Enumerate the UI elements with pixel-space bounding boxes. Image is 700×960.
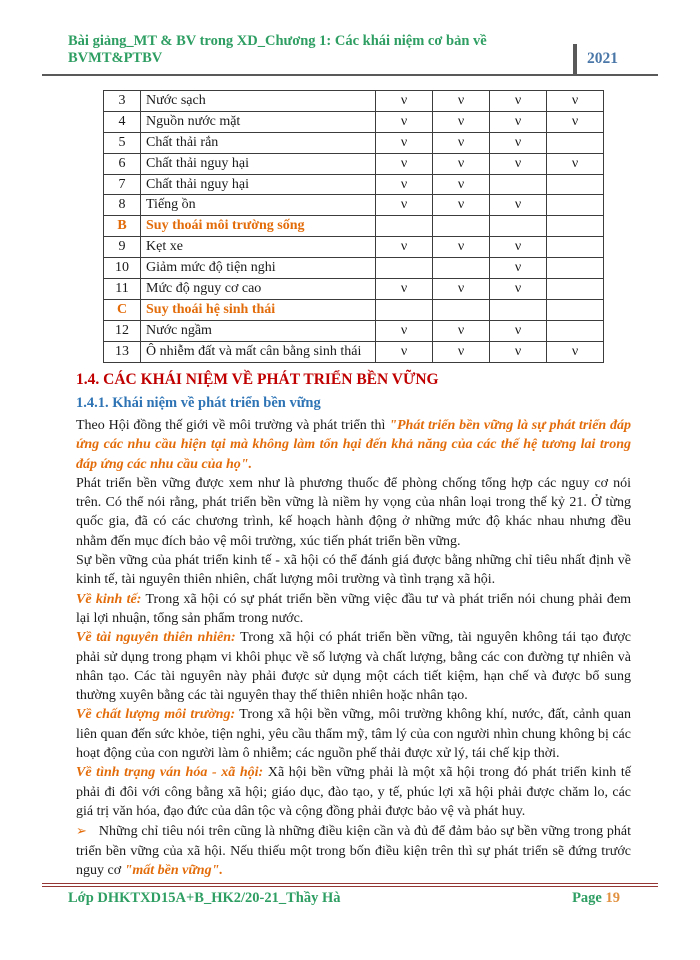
empty-check-cell xyxy=(547,320,604,341)
document-body xyxy=(76,368,631,880)
table-row xyxy=(104,341,604,362)
aspect-label: Về kinh tế: xyxy=(76,591,142,607)
check-mark-cell: ν xyxy=(376,320,433,341)
check-mark-cell: ν xyxy=(433,132,490,153)
table-row xyxy=(104,174,604,195)
check-mark-cell: ν xyxy=(376,91,433,112)
row-label-cell: Giảm mức độ tiện nghi xyxy=(141,258,376,279)
empty-check-cell xyxy=(547,195,604,216)
check-mark-cell: ν xyxy=(376,174,433,195)
paragraph-definition xyxy=(76,416,631,474)
check-mark-cell: ν xyxy=(376,279,433,300)
row-label-cell: Suy thoái hệ sinh thái xyxy=(141,299,376,320)
row-number-cell: 7 xyxy=(104,174,141,195)
table-row xyxy=(104,195,604,216)
conclusion-text: Những chỉ tiêu nói trên cũng là những điều kiện cần và đủ để đảm bảo sự bền vững trong phát triển bền vững của xã hội. Nếu thiếu một trong bốn điều kiện trên thì sự phát triển sẽ đứng trước nguy cơ xyxy=(76,824,631,878)
paragraph-text: Theo Hội đồng thế giới về môi trường và phát triển thì xyxy=(76,418,386,433)
check-mark-cell: ν xyxy=(490,111,547,132)
aspect-paragraph-environment-quality xyxy=(76,705,631,763)
check-mark-cell: ν xyxy=(433,153,490,174)
header-year-block xyxy=(573,44,658,74)
aspect-text: Trong xã hội có sự phát triển bền vững việc đầu tư và phát triển nói chung phải đem lại lợi nhuận, tổng sản phẩm trong nước. xyxy=(76,591,631,626)
row-label-cell: Nguồn nước mặt xyxy=(141,111,376,132)
table-section-row xyxy=(104,216,604,237)
row-number-cell: 5 xyxy=(104,132,141,153)
check-mark-cell: ν xyxy=(376,132,433,153)
footer-page-label: Page xyxy=(572,890,602,906)
row-number-cell: 9 xyxy=(104,237,141,258)
check-mark-cell: ν xyxy=(433,279,490,300)
environmental-impact-table xyxy=(103,90,604,363)
row-label-cell: Chất thải nguy hại xyxy=(141,174,376,195)
aspect-text: Trong xã hội bền vững, môi trường không khí, nước, đất, cảnh quan liên quan đến sức khỏe, tiện nghi, yêu cầu thẩm mỹ, tâm lý của con người nhìn chung không bị các hoạt động của con người làm ô nhiễm; các nguồn phế thải được xử lý, tái chế kịp thời. xyxy=(76,707,632,762)
row-label-cell: Ô nhiễm đất và mất cân bằng sinh thái xyxy=(141,341,376,362)
aspect-label: Về chất lượng môi trường: xyxy=(76,707,236,723)
empty-check-cell xyxy=(547,258,604,279)
row-number-cell: 6 xyxy=(104,153,141,174)
page-footer xyxy=(42,883,658,907)
table-section-row xyxy=(104,299,604,320)
check-mark-cell: ν xyxy=(376,341,433,362)
row-label-cell: Nước ngầm xyxy=(141,320,376,341)
section-heading: 1.4. CÁC KHÁI NIỆM VỀ PHÁT TRIỂN BỀN VỮNG xyxy=(76,371,439,388)
empty-check-cell xyxy=(376,258,433,279)
empty-check-cell xyxy=(547,299,604,320)
paragraph-remedy: Phát triển bền vững được xem như là phương thuốc để phòng chống tổng hợp các nguy cơ nói trên. Có thể nói rằng, phát triển bền vững là niềm hy vọng của nhân loại trong thế kỷ 21. Ở từng quốc gia, đã có các chương trình, kế hoạch hành động ở những mức độ khác nhau nhưng đều nhằm đến mục đích bảo vệ môi trường, xúc tiến phát triển bền vững. xyxy=(76,475,631,549)
check-mark-cell: ν xyxy=(490,132,547,153)
row-label-cell: Chất thải rắn xyxy=(141,132,376,153)
table-row xyxy=(104,258,604,279)
check-mark-cell: ν xyxy=(490,237,547,258)
table-row xyxy=(104,132,604,153)
footer-page-number: 19 xyxy=(605,890,620,906)
check-mark-cell: ν xyxy=(376,111,433,132)
empty-check-cell xyxy=(547,237,604,258)
empty-check-cell xyxy=(433,216,490,237)
header-title: Bài giảng_MT & BV trong XD_Chương 1: Các khái niệm cơ bản về BVMT&PTBV xyxy=(68,33,487,66)
row-number-cell: 13 xyxy=(104,341,141,362)
aspect-paragraph-natural-resources xyxy=(76,628,631,705)
empty-check-cell xyxy=(376,216,433,237)
row-number-cell: 10 xyxy=(104,258,141,279)
check-mark-cell: ν xyxy=(490,91,547,112)
table-body xyxy=(104,91,604,363)
aspect-text: Trong xã hội có phát triển bền vững, tài nguyên không tái tạo được phải sử dụng trong phạm vi khôi phục về số lượng và chất lượng, bằng các con đường tự nhiên và nhân tạo. Các tài nguyên này phải được sử dụng một cách tiết kiệm, hạn chế và được bổ sung thường xuyên bằng các tài nguyên thay thế thiên nhiên hoặc nhân tạo. xyxy=(76,630,632,704)
empty-check-cell xyxy=(547,216,604,237)
row-number-cell: 8 xyxy=(104,195,141,216)
row-label-cell: Chất thải nguy hại xyxy=(141,153,376,174)
check-mark-cell: ν xyxy=(490,195,547,216)
empty-check-cell xyxy=(547,279,604,300)
conclusion-quote: "mất bền vững". xyxy=(124,862,223,878)
check-mark-cell: ν xyxy=(547,91,604,112)
aspect-paragraph-economy xyxy=(76,590,631,629)
check-mark-cell: ν xyxy=(490,279,547,300)
table-row xyxy=(104,279,604,300)
page-header xyxy=(42,33,658,76)
empty-check-cell xyxy=(490,299,547,320)
definition-quote: "Phát triển bền vững là sự phát triển đáp ứng các nhu cầu hiện tại mà không làm tổn hại đến khả năng của các thế hệ tương lai trong đáp ứng các nhu cầu của họ". xyxy=(76,418,632,472)
row-label-cell: Suy thoái môi trường sống xyxy=(141,216,376,237)
aspect-paragraph-culture-society xyxy=(76,763,631,821)
check-mark-cell: ν xyxy=(547,153,604,174)
table-row xyxy=(104,153,604,174)
row-number-cell: 4 xyxy=(104,111,141,132)
aspect-text: Xã hội bền vững phải là một xã hội trong đó phát triển kinh tế phải đi đôi với công bằng xã hội; giáo dục, đào tạo, y tế, phúc lợi xã hội phải được chăm lo, các giá trị văn hóa, đạo đức của dân tộc và cộng đồng phải được bảo vệ và phát huy. xyxy=(76,765,631,819)
empty-check-cell xyxy=(547,132,604,153)
check-mark-cell: ν xyxy=(490,153,547,174)
check-mark-cell: ν xyxy=(433,174,490,195)
check-mark-cell: ν xyxy=(433,195,490,216)
row-label-cell: Nước sạch xyxy=(141,91,376,112)
table-row xyxy=(104,237,604,258)
paragraph-conclusion xyxy=(76,821,631,880)
header-year: 2021 xyxy=(587,50,618,67)
table-row xyxy=(104,111,604,132)
check-mark-cell: ν xyxy=(376,153,433,174)
empty-check-cell xyxy=(433,299,490,320)
check-mark-cell: ν xyxy=(490,341,547,362)
aspect-label: Về tài nguyên thiên nhiên: xyxy=(76,630,236,646)
row-label-cell: Tiếng ồn xyxy=(141,195,376,216)
empty-check-cell xyxy=(433,258,490,279)
check-mark-cell: ν xyxy=(433,91,490,112)
empty-check-cell xyxy=(490,216,547,237)
aspect-label: Về tình trạng ván hóa - xã hội: xyxy=(76,765,264,781)
empty-check-cell xyxy=(376,299,433,320)
check-mark-cell: ν xyxy=(547,111,604,132)
check-mark-cell: ν xyxy=(376,237,433,258)
row-label-cell: Kẹt xe xyxy=(141,237,376,258)
check-mark-cell: ν xyxy=(433,320,490,341)
table-row xyxy=(104,320,604,341)
check-mark-cell: ν xyxy=(490,258,547,279)
table-row xyxy=(104,91,604,112)
row-number-cell: B xyxy=(104,216,141,237)
check-mark-cell: ν xyxy=(490,320,547,341)
row-number-cell: 3 xyxy=(104,91,141,112)
check-mark-cell: ν xyxy=(433,237,490,258)
arrow-bullet-icon: ➢ xyxy=(76,823,87,839)
row-number-cell: 12 xyxy=(104,320,141,341)
check-mark-cell: ν xyxy=(547,341,604,362)
empty-check-cell xyxy=(547,174,604,195)
row-number-cell: 11 xyxy=(104,279,141,300)
row-label-cell: Mức độ nguy cơ cao xyxy=(141,279,376,300)
subsection-heading: 1.4.1. Khái niệm về phát triển bền vững xyxy=(76,395,321,411)
row-number-cell: C xyxy=(104,299,141,320)
footer-class-label: Lớp DHKTXD15A+B_HK2/20-21_Thầy Hà xyxy=(68,890,341,906)
check-mark-cell: ν xyxy=(433,111,490,132)
footer-page-indicator xyxy=(572,890,658,907)
paragraph-criteria: Sự bền vững của phát triển kinh tế - xã hội có thể đánh giá được bằng những chỉ tiêu nhất định về kinh tế, tài nguyên thiên nhiên, chất lượng môi trường và tình trạng xã hội. xyxy=(76,553,631,588)
check-mark-cell: ν xyxy=(433,341,490,362)
empty-check-cell xyxy=(490,174,547,195)
check-mark-cell: ν xyxy=(376,195,433,216)
